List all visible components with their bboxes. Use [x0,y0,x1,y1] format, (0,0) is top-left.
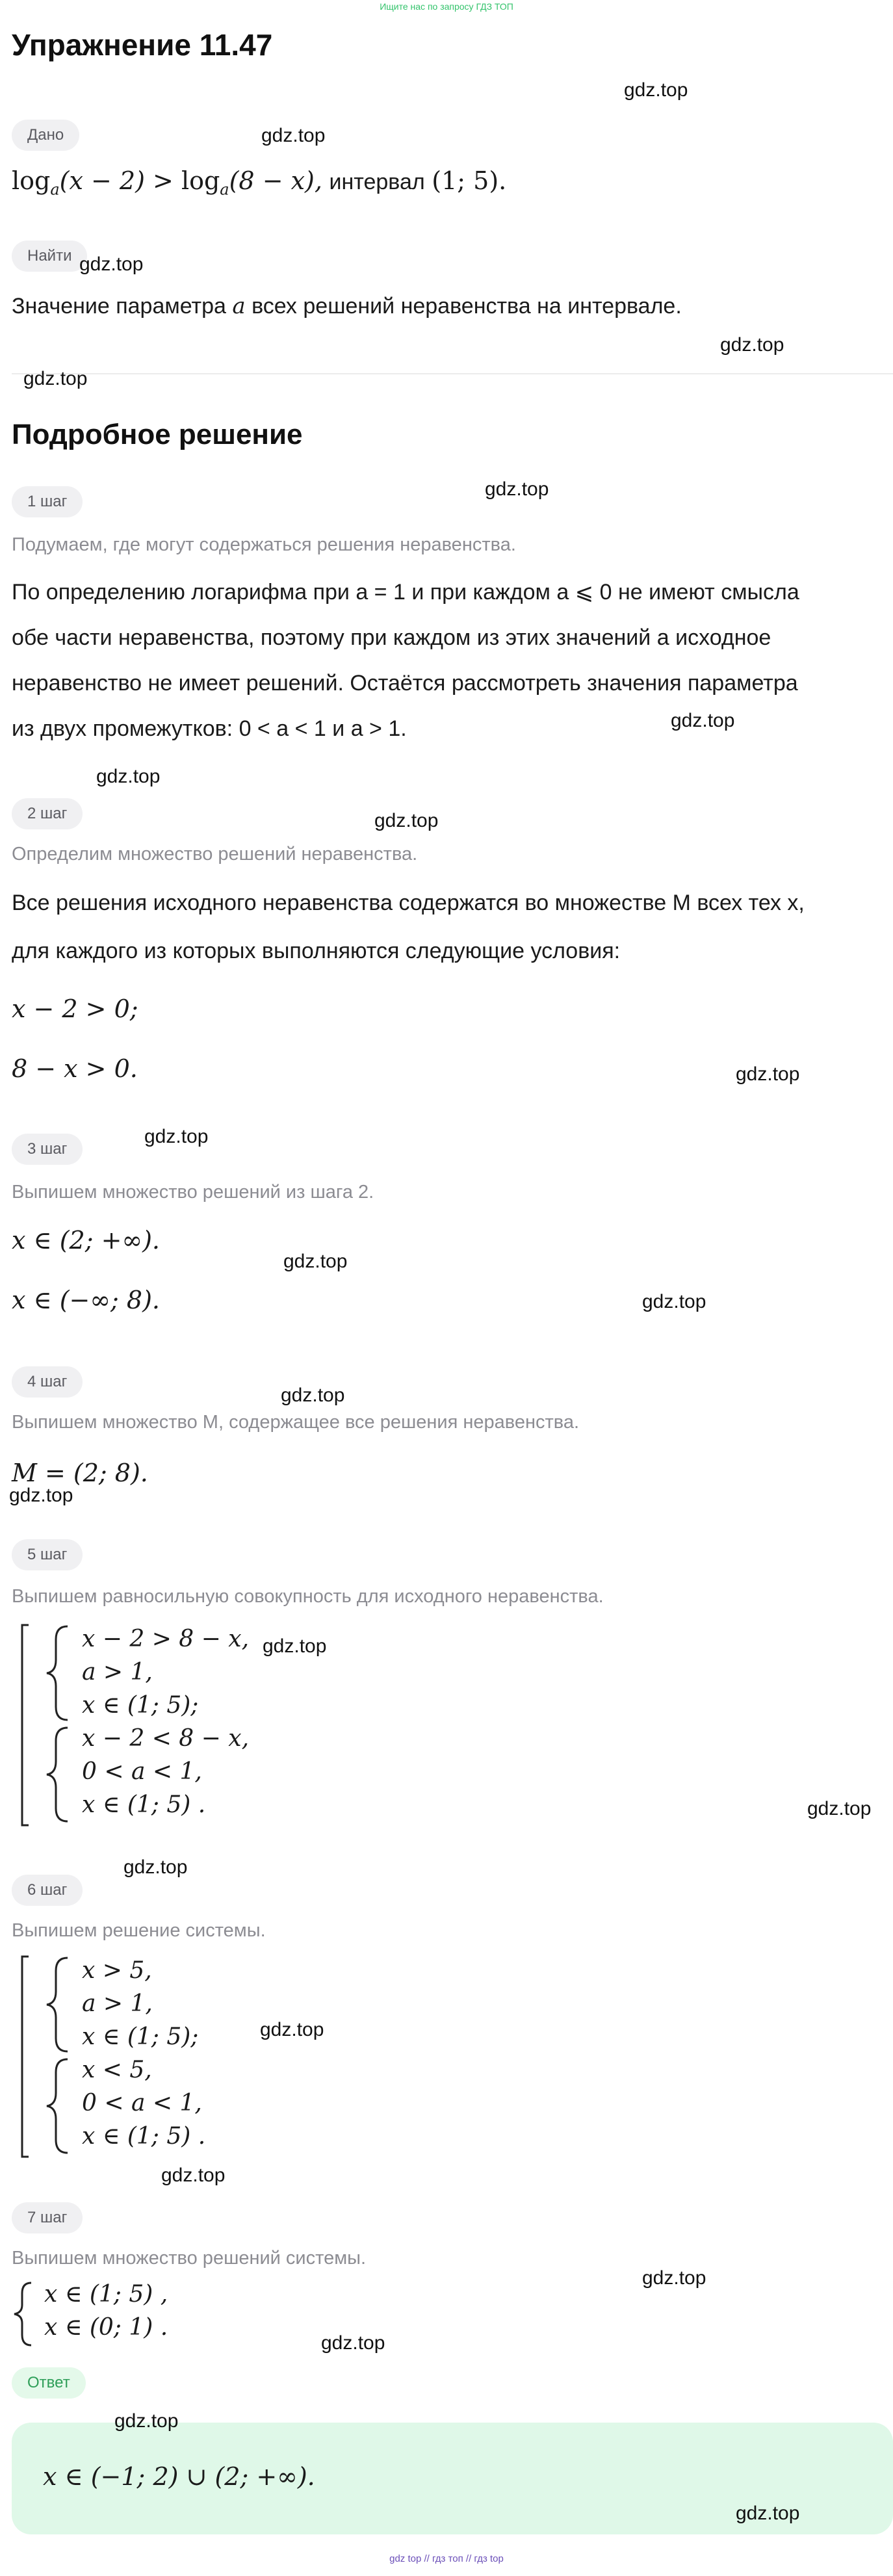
step-formula: x ∈ (−∞; 8). [12,1286,160,1314]
step-badge: 7 шаг [12,2202,83,2233]
step-hint: Выпишем равносильную совокупность для исходного неравенства. [12,1586,604,1607]
system-lines [82,1622,249,1821]
system-line: x < 5, [82,2057,152,2083]
step-hint: Выпишем множество решений системы. [12,2248,367,2269]
condition-formula: x − 2 > 0; [12,995,138,1023]
step-hint: Подумаем, где могут содержаться решения неравенства. [12,534,516,555]
system-lines [82,1954,205,2153]
watermark: gdz.top [261,125,326,146]
watermark: gdz.top [114,2410,179,2432]
step-hint: Определим множество решений неравенства. [12,844,418,865]
system-line: x ∈ (0; 1) . [44,2314,168,2341]
watermark: gdz.top [736,1063,800,1085]
solution-title: Подробное решение [12,419,303,450]
watermark: gdz.top [807,1798,872,1819]
watermark: gdz.top [720,334,784,356]
given-interval-label: интервал [329,170,425,194]
watermark: gdz.top [642,2267,706,2289]
system-line: x ∈ (1; 5); [82,1692,199,1719]
step-text-line: Все решения исходного неравенства содержатся во множестве M всех тех x, [12,891,805,915]
watermark: gdz.top [144,1126,209,1147]
watermark: gdz.top [642,1291,706,1312]
step-badge: 4 шаг [12,1366,83,1398]
watermark: gdz.top [671,710,735,731]
step-badge: 5 шаг [12,1539,83,1570]
top-banner[interactable]: Ищите нас по запросу ГДЗ ТОП [380,1,513,12]
watermark: gdz.top [624,79,688,101]
system-line: 0 < a < 1, [82,2090,202,2116]
watermark: gdz.top [485,478,549,500]
page-title: Упражнение 11.47 [12,28,273,62]
system-line: x ∈ (1; 5) , [44,2281,168,2308]
log-base: a [50,180,60,199]
step-badge: 6 шаг [12,1875,83,1906]
step-formula: M = (2; 8). [12,1459,148,1487]
system-brackets [13,1953,84,2161]
step-text-line: По определению логарифма при a = 1 и при каждом a ⩽ 0 не имеют смысла [12,580,799,605]
system-lines [44,2278,168,2344]
step-badge: 2 шаг [12,798,83,829]
watermark: gdz.top [23,368,88,389]
system-line: x ∈ (1; 5); [82,2023,199,2050]
watermark: gdz.top [736,2503,800,2524]
system-line: a > 1, [82,1659,153,1685]
watermark: gdz.top [281,1385,345,1406]
answer-badge: Ответ [12,2367,86,2399]
system-line: 0 < a < 1, [82,1758,202,1785]
system-brace [9,2279,48,2350]
watermark: gdz.top [79,254,144,275]
watermark: gdz.top [9,1485,73,1506]
step-text-line: для каждого из которых выполняются следующие условия: [12,939,621,963]
watermark: gdz.top [123,1856,188,1878]
watermark: gdz.top [161,2165,226,2186]
system-line: x > 5, [82,1957,152,1984]
step-hint: Выпишем решение системы. [12,1920,266,1941]
system-line: x − 2 > 8 − x, [82,1626,250,1652]
find-badge: Найти [12,241,87,272]
find-text: Значение параметра a всех решений неравенства на интервале. [12,293,682,319]
watermark: gdz.top [96,766,161,787]
section-divider [12,373,893,374]
watermark: gdz.top [321,2332,385,2354]
watermark: gdz.top [260,2019,324,2040]
step-formula: x ∈ (2; +∞). [12,1226,160,1255]
given-interval: (1; 5). [432,166,507,195]
given-badge: Дано [12,120,79,151]
watermark: gdz.top [283,1251,348,1272]
step-text-line: из двух промежутков: 0 < a < 1 и a > 1. [12,716,407,741]
system-line: a > 1, [82,1990,153,2017]
system-line: x ∈ (1; 5) . [82,2123,206,2150]
system-brackets [13,1621,84,1829]
watermark: gdz.top [263,1635,327,1657]
condition-formula: 8 − x > 0. [12,1054,138,1083]
system-line: x − 2 < 8 − x, [82,1725,250,1752]
step-badge: 3 шаг [12,1134,83,1165]
system-line: x ∈ (1; 5) . [82,1791,206,1818]
watermark: gdz.top [374,810,439,831]
step-text-line: неравенство не имеет решений. Остаётся рассмотреть значения параметра [12,671,798,696]
step-badge: 1 шаг [12,486,83,517]
given-formula: $\log_a(x - 2) > \log_a(8 - x)$, интервал (1; 5). [12,166,507,199]
step-hint: Выпишем множество M, содержащее все решения неравенства. [12,1412,580,1433]
step-text-line: обе части неравенства, поэтому при каждом из этих значений a исходное [12,625,771,650]
footer-links[interactable]: gdz top // гдз топ // гдз top [389,2553,504,2564]
answer-formula: x ∈ (−1; 2) ∪ (2; +∞). [43,2462,315,2491]
step-hint: Выпишем множество решений из шага 2. [12,1182,374,1203]
